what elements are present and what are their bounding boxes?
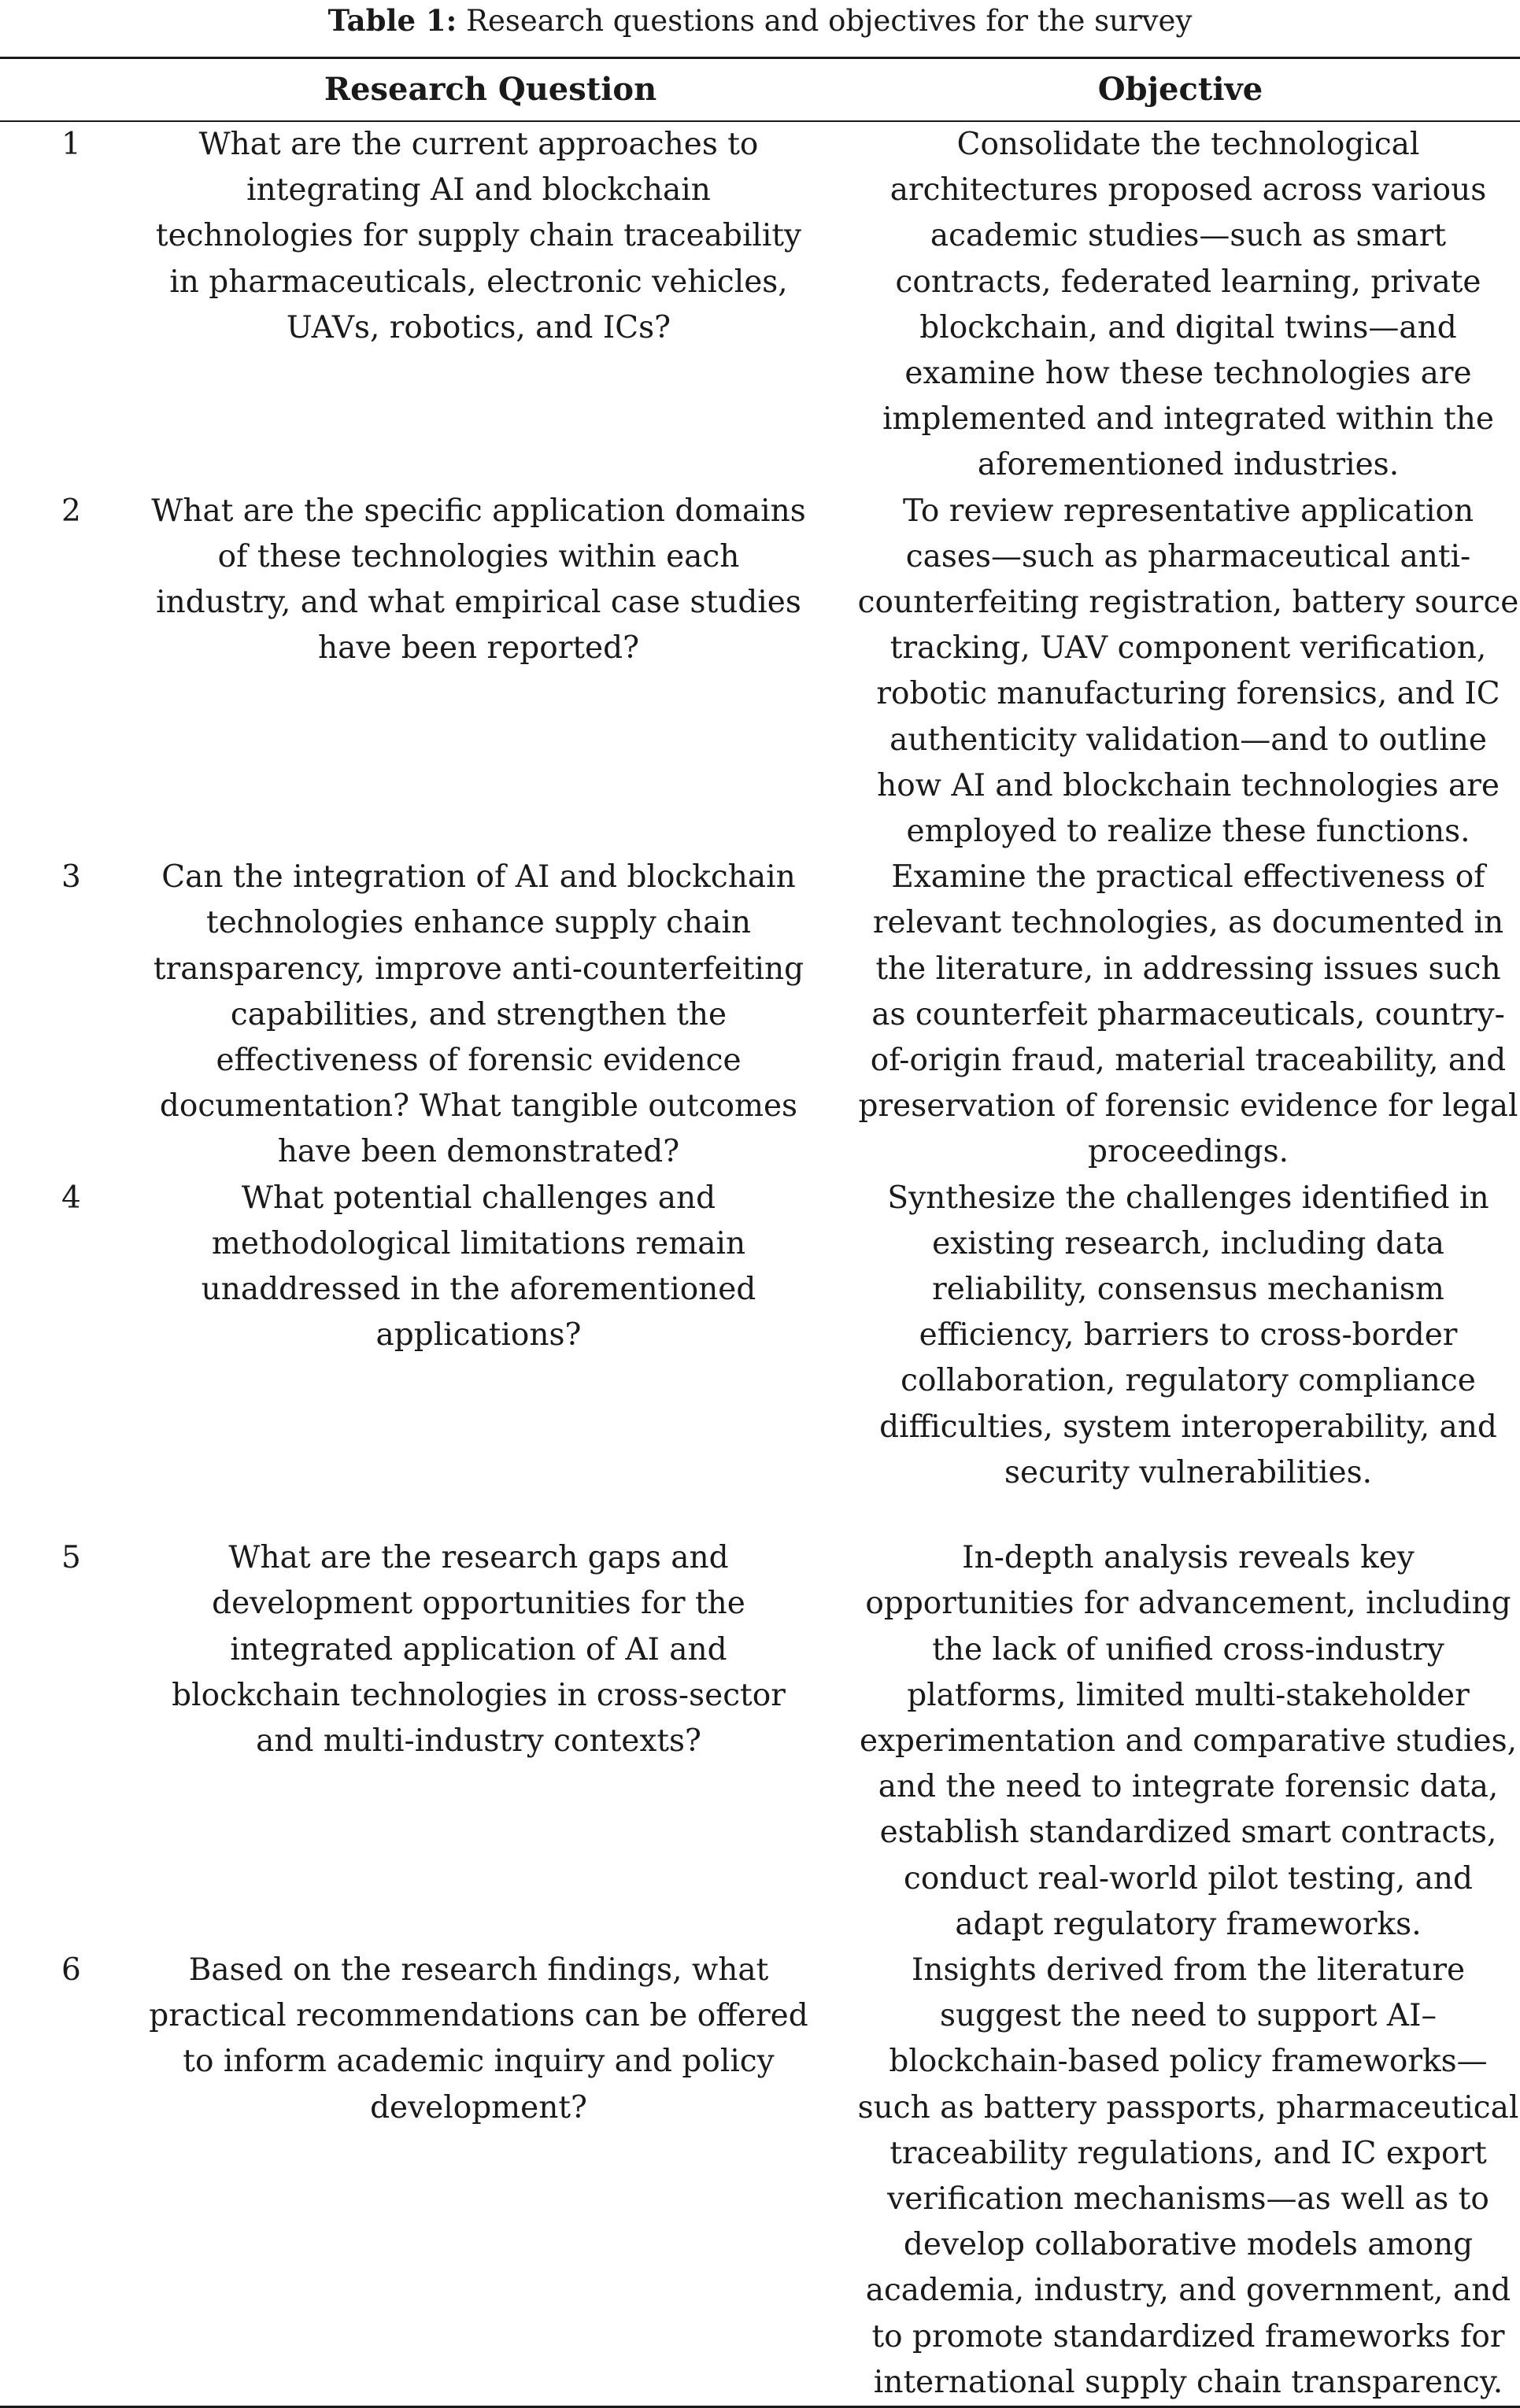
table-row: [0, 1948, 1520, 2407]
row-number: 6: [61, 1952, 81, 1988]
research-question-cell: What are the specific application domains of these technologies within each industry, and what empirical case studies have been reported?: [151, 493, 806, 667]
row-number: 2: [61, 493, 81, 529]
objective-cell: To review representative application cases—such as pharmaceutical anti-counterfeiting registration, battery source tracking, UAV component verification, robotic manufacturing forensics, and IC authenticity validation—and to outline how AI and blockchain technologies are employed to realize these functions.: [857, 493, 1519, 850]
research-question-cell: What potential challenges and methodological limitations remain unaddressed in the aforementioned applications?: [201, 1180, 756, 1354]
objective-cell: Insights derived from the literature suggest the need to support AI–blockchain-based policy frameworks—such as battery passports, pharmaceutical traceability regulations, and IC export verification mechanisms—as well as to develop collaborative models among academia, industry, and government, and to promote standardized frameworks for international supply chain transparency.: [857, 1952, 1519, 2400]
row-number: 4: [61, 1180, 81, 1216]
research-question-cell: What are the research gaps and development opportunities for the integrated application of AI and blockchain technologies in cross-sector and multi-industry contexts?: [172, 1540, 786, 1759]
table-row: [0, 855, 1520, 1175]
table-caption-text: Research questions and objectives for the survey: [457, 4, 1193, 38]
table-header-row: [0, 58, 1520, 122]
row-number: 1: [61, 127, 81, 162]
research-question-cell: Based on the research findings, what practical recommendations can be offered to inform academic inquiry and policy development?: [149, 1952, 808, 2125]
table-caption: [0, 3, 1520, 39]
table-row: [0, 1176, 1520, 1535]
table-container: [0, 57, 1520, 2408]
row-number: 3: [61, 859, 81, 896]
table-row: [0, 1535, 1520, 1948]
objective-cell: In-depth analysis reveals key opportunities for advancement, including the lack of unified cross-industry platforms, limited multi-stakeholder experimentation and comparative studies, and the need to integrate forensic data, establish standardized smart contracts, conduct real-world pilot testing, and adapt regulatory frameworks.: [859, 1540, 1517, 1942]
header-research-question: Research Question: [324, 71, 657, 108]
research-questions-table: [0, 57, 1520, 2408]
research-question-cell: Can the integration of AI and blockchain technologies enhance supply chain transparency, improve anti-counterfeiting capabilities, and strengthen the effectiveness of forensic evidence documentation? What tangible outcomes have been demonstrated?: [153, 859, 804, 1170]
table-caption-label: Table 1:: [327, 3, 457, 38]
objective-cell: Consolidate the technological architectures proposed across various academic studies—such as smart contracts, federated learning, private blockchain, and digital twins—and examine how these technologies are implemented and integrated within the aforementioned industries.: [882, 127, 1494, 483]
table-row: [0, 489, 1520, 855]
header-objective: Objective: [1097, 71, 1263, 108]
table-row: [0, 121, 1520, 489]
header-number: [0, 58, 140, 122]
objective-cell: Synthesize the challenges identified in existing research, including data reliability, consensus mechanism efficiency, barriers to cross-border collaboration, regulatory compliance difficulties, system interoperability, and security vulnerabilities.: [879, 1180, 1497, 1490]
objective-cell: Examine the practical effectiveness of relevant technologies, as documented in the literature, in addressing issues such as counterfeit pharmaceuticals, country-of-origin fraud, material traceability, and preservation of forensic evidence for legal proceedings.: [858, 859, 1518, 1170]
row-number: 5: [61, 1540, 81, 1576]
research-question-cell: What are the current approaches to integrating AI and blockchain technologies for supply chain traceability in pharmaceuticals, electronic vehicles, UAVs, robotics, and ICs?: [155, 127, 802, 345]
